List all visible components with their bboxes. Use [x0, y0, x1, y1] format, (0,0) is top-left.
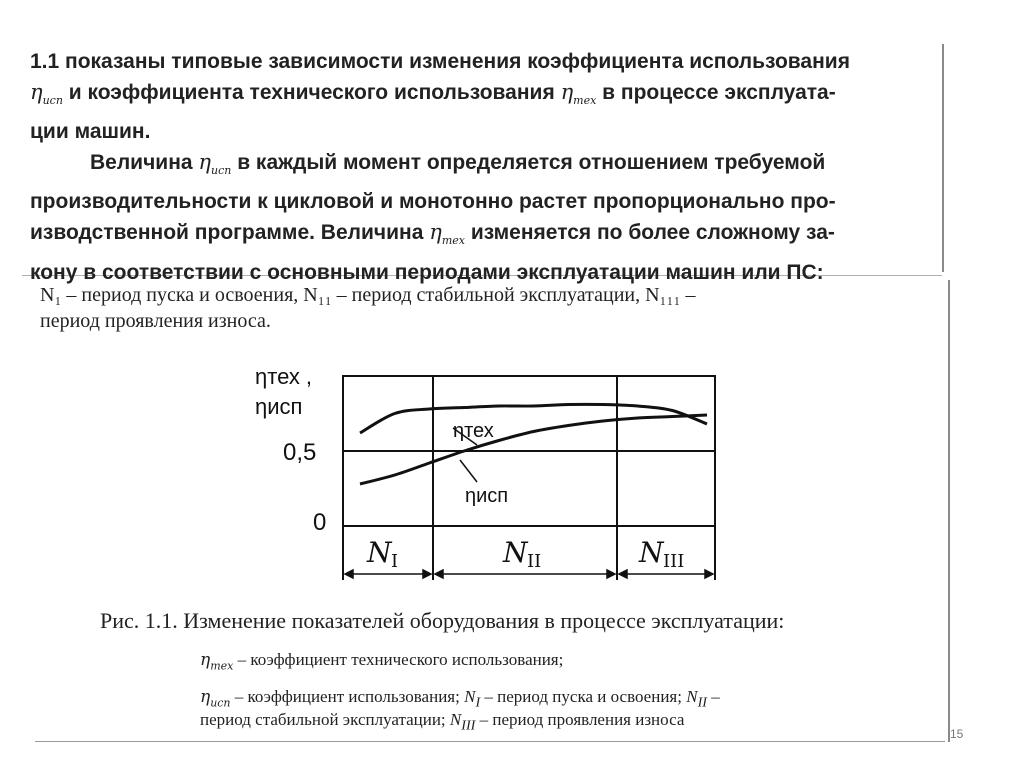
y-tick-label: 0	[313, 509, 327, 536]
eta-tex-symbol: $\eta_{тех}$	[560, 80, 597, 108]
eta-tex-symbol: $\eta_{тех}$	[429, 220, 465, 248]
period-sub: II	[527, 551, 542, 572]
page-number: 15	[950, 727, 964, 741]
period-label-n1	[366, 536, 398, 572]
period-label: N	[367, 536, 392, 569]
y-axis-label-tex: ηтех ,	[255, 364, 313, 389]
figure-caption: Рис. 1.1. Изменение показателей оборудования в процессе эксплуатации:	[100, 608, 785, 633]
legend-line: $\eta_{тех}$ – коэффициент технического использования;	[200, 650, 564, 673]
period-label-n3	[638, 536, 684, 572]
efficiency-chart	[255, 360, 725, 590]
n1-symbol: $N_I$	[464, 687, 481, 711]
text-line: производительности к цикловой и монотонно растет пропорционально про-	[30, 190, 836, 214]
series-line-eta-isp	[360, 415, 707, 484]
n2-symbol: $N_{II}$	[686, 687, 707, 711]
text-line: кону в соответствии с основными периодами эксплуатации машин или ПС:	[30, 260, 824, 284]
y-axis-label-isp: ηисп	[255, 394, 303, 419]
text-line: $\eta_{исп}$ и коэффициента технического использования $\eta_{тех}$ в процессе эксплуатa-	[30, 80, 836, 108]
periods-paragraph	[40, 282, 940, 334]
eta-isp-symbol: $\eta_{исп}$	[30, 80, 63, 108]
legend-line: период стабильной эксплуатации; $N_{III}$ – период проявления износа	[200, 710, 685, 734]
baseline-rule	[35, 741, 945, 742]
n3-symbol: $N_{III}$	[449, 710, 476, 734]
frame-rule	[948, 280, 950, 742]
text-line: ции машин.	[30, 120, 151, 144]
text-line: N₁ – период пуска и освоения, N₁₁ – период стабильной эксплуатации, N₁₁₁ –	[40, 284, 696, 306]
text-line: изводственной программе. Величина $\eta_{тех}$ изменяется по более сложному за-	[30, 220, 835, 248]
y-tick-label: 0,5	[283, 439, 317, 466]
eta-isp-symbol: $\eta_{исп}$	[198, 150, 232, 178]
text-line: 1.1 показаны типовые зависимости изменения коэффициента использования	[30, 50, 850, 73]
series-label-eta-isp: ηисп	[465, 485, 509, 507]
label-leader	[460, 460, 477, 482]
period-sub: I	[391, 551, 399, 572]
eta-tex-symbol: $\eta_{тех}$	[200, 650, 234, 673]
intro-paragraph	[30, 46, 935, 288]
eta-isp-symbol: $\eta_{исп}$	[200, 687, 231, 710]
period-label: N	[503, 536, 528, 569]
text-line: период проявления износа.	[40, 310, 271, 332]
series-label-eta-tex: ηтех	[453, 420, 494, 442]
period-label: N	[639, 536, 664, 569]
period-sub: III	[663, 551, 685, 572]
legend-line: $\eta_{исп}$ – коэффициент использования; $N_I$ – период пуска и освоения; $N_{II}$ –	[200, 687, 720, 711]
period-label-n2	[502, 536, 541, 572]
text-line: Величина $\eta_{исп}$ в каждый момент определяется отношением требуемой	[90, 150, 826, 178]
